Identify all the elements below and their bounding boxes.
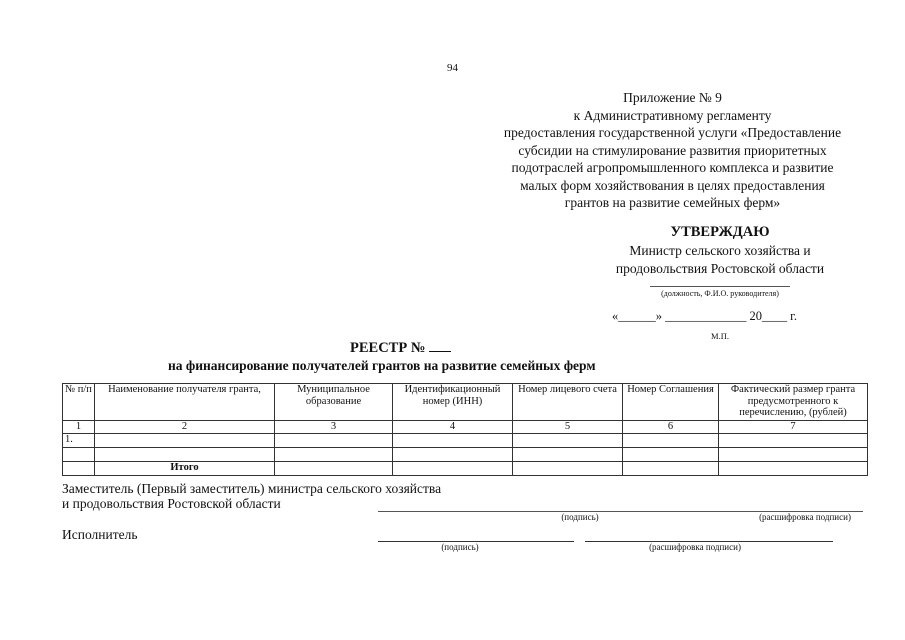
- table-cell: [719, 447, 868, 461]
- column-header-agreement: Номер Соглашения: [623, 384, 719, 421]
- table-row: [63, 433, 868, 447]
- column-header-number: № п/п: [63, 384, 95, 421]
- table-cell: [275, 461, 393, 475]
- table-cell: [513, 433, 623, 447]
- approval-date-line: «______» _____________ 20____ г.: [612, 309, 797, 323]
- table-cell: [623, 461, 719, 475]
- deputy-decoding-label: (расшифровка подписи): [759, 512, 851, 522]
- column-header-grant-amount: Фактический размер гранта предусмотренного к перечислению, (рублей): [719, 384, 868, 421]
- appendix-line: Приложение № 9: [623, 90, 722, 105]
- column-number: 6: [623, 421, 719, 434]
- appendix-line: подотраслей агропромышленного комплекса и развитие: [511, 160, 834, 175]
- column-number: 3: [275, 421, 393, 434]
- appendix-line: к Административному регламенту: [573, 107, 772, 123]
- table-cell: [719, 433, 868, 447]
- executor-decoding-label: (расшифровка подписи): [649, 542, 741, 552]
- approval-position-line: продовольствия Ростовской области: [615, 260, 825, 276]
- executor-signature-label: (подпись): [441, 542, 479, 552]
- approval-title: УТВЕРЖДАЮ: [670, 224, 770, 240]
- approval-position-line: Министр сельского хозяйства и: [629, 243, 811, 258]
- executor-label: Исполнитель: [62, 527, 138, 542]
- table-cell: [95, 447, 275, 461]
- table-cell: [275, 447, 393, 461]
- table-row-column-numbers: [63, 421, 868, 434]
- table-cell: [393, 433, 513, 447]
- registry-subtitle-wrap: [0, 358, 905, 374]
- deputy-title-line: Заместитель (Первый заместитель) министра сельского хозяйства: [62, 481, 442, 496]
- stamp-place-label: М.П.: [711, 331, 729, 341]
- column-number: 4: [393, 421, 513, 434]
- column-number: 1: [63, 421, 95, 434]
- column-header-inn: Идентификационный номер (ИНН): [393, 384, 513, 421]
- table-cell: [513, 461, 623, 475]
- table-cell: [63, 461, 95, 475]
- column-number: 7: [719, 421, 868, 434]
- approval-block: [595, 223, 845, 277]
- table-cell: [63, 447, 95, 461]
- table-cell: [275, 433, 393, 447]
- table-cell: [623, 447, 719, 461]
- approval-signature-hint: (должность, Ф.И.О. руководителя): [661, 289, 779, 298]
- registry-subtitle: на финансирование получателей грантов на развитие семейных ферм: [168, 358, 596, 373]
- table-row: [63, 447, 868, 461]
- appendix-line: субсидии на стимулирование развития приоритетных: [518, 142, 827, 158]
- deputy-minister-block: [62, 482, 441, 511]
- table-cell: [623, 433, 719, 447]
- total-label: Итого: [95, 461, 275, 475]
- appendix-line: малых форм хозяйствования в целях предоставления: [520, 177, 825, 193]
- table-header-row: [63, 384, 868, 421]
- registry-title: [350, 339, 451, 357]
- registry-number-blank: [429, 339, 451, 352]
- table-cell: [719, 461, 868, 475]
- deputy-signature-label: (подпись): [561, 512, 599, 522]
- table-cell: [513, 447, 623, 461]
- appendix-line: грантов на развитие семейных ферм»: [564, 195, 781, 210]
- column-header-recipient: Наименование получателя гранта,: [95, 384, 275, 421]
- column-header-municipality: Муниципальное образование: [275, 384, 393, 421]
- table-cell: [95, 433, 275, 447]
- row-number: 1.: [63, 433, 95, 447]
- appendix-line: предоставления государственной услуги «Предоставление: [503, 125, 842, 140]
- approval-signature-rule: [650, 286, 790, 287]
- column-header-account: Номер лицевого счета: [513, 384, 623, 421]
- column-number: 5: [513, 421, 623, 434]
- table-row-total: [63, 461, 868, 475]
- registry-title-text: РЕЕСТР №: [350, 340, 426, 356]
- column-number: 2: [95, 421, 275, 434]
- deputy-title-line: и продовольствия Ростовской области: [62, 495, 281, 511]
- appendix-heading: [470, 89, 875, 212]
- registry-table: [62, 383, 868, 476]
- table-cell: [393, 447, 513, 461]
- table-cell: [393, 461, 513, 475]
- page-number: 94: [447, 62, 458, 74]
